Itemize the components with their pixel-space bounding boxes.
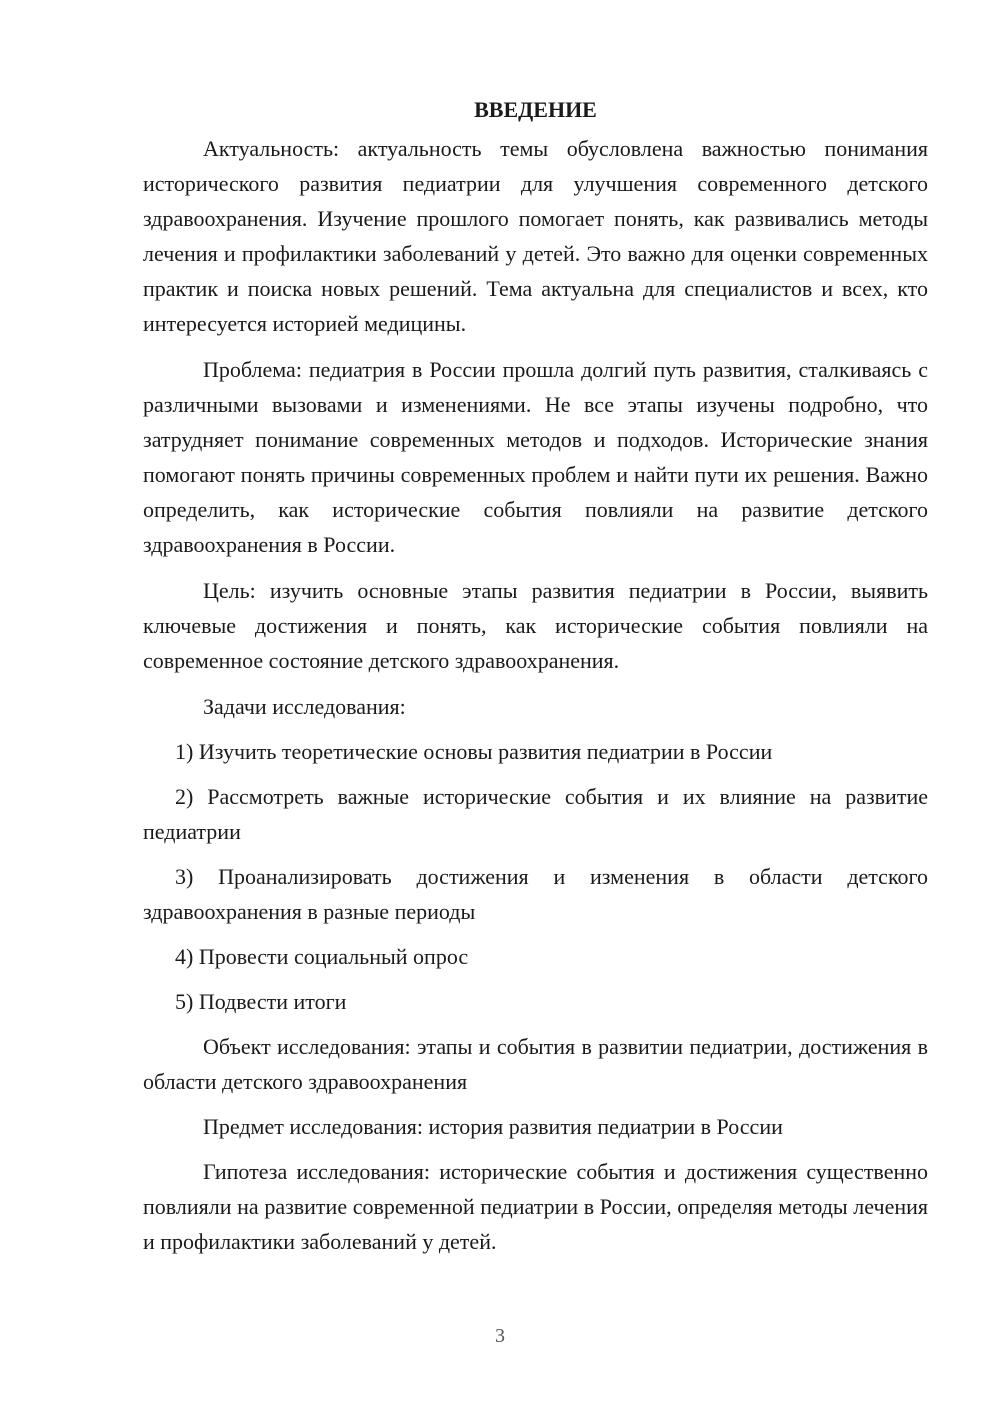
paragraph-object: Объект исследования: этапы и события в развитии педиатрии, достижения в области детского здравоохранения [143,1034,928,1094]
task-item-3: 3) Проанализировать достижения и изменения в области детского здравоохранения в разные периоды [143,864,928,924]
tasks-heading: Задачи исследования: [203,694,406,719]
document-title: ВВЕДЕНИЕ [474,97,597,122]
task-item-4: 4) Провести социальный опрос [175,944,469,969]
paragraph-hypothesis: Гипотеза исследования: исторические события и достижения существенно повлияли на развитие современной педиатрии в России, определяя методы лечения и профилактики заболеваний у детей. [143,1159,928,1254]
document-page [143,92,928,1270]
paragraph-subject: Предмет исследования: история развития педиатрии в России [203,1114,783,1139]
page-number: 3 [495,1325,505,1347]
task-item-1: 1) Изучить теоретические основы развития педиатрии в России [175,739,773,764]
task-item-2: 2) Рассмотреть важные исторические события и их влияние на развитие педиатрии [143,784,928,844]
paragraph-goal: Цель: изучить основные этапы развития педиатрии в России, выявить ключевые достижения и понять, как исторические события повлияли на современное состояние детского здравоохранения. [143,578,928,673]
paragraph-problem: Проблема: педиатрия в России прошла долгий путь развития, сталкиваясь с различными вызовами и изменениями. Не все этапы изучены подробно, что затрудняет понимание современных методов и подходов. Исторические знания помогают понять причины современных проблем и найти пути их решения. Важно определить, как исторические события повлияли на развитие детского здравоохранения в России. [143,357,928,557]
task-item-5: 5) Подвести итоги [175,989,347,1014]
paragraph-relevance: Актуальность: актуальность темы обусловлена важностью понимания исторического развития педиатрии для улучшения современного детского здравоохранения. Изучение прошлого помогает понять, как развивались методы лечения и профилактики заболеваний у детей. Это важно для оценки современных практик и поиска новых решений. Тема актуальна для специалистов и всех, кто интересуется историей медицины. [143,136,928,336]
